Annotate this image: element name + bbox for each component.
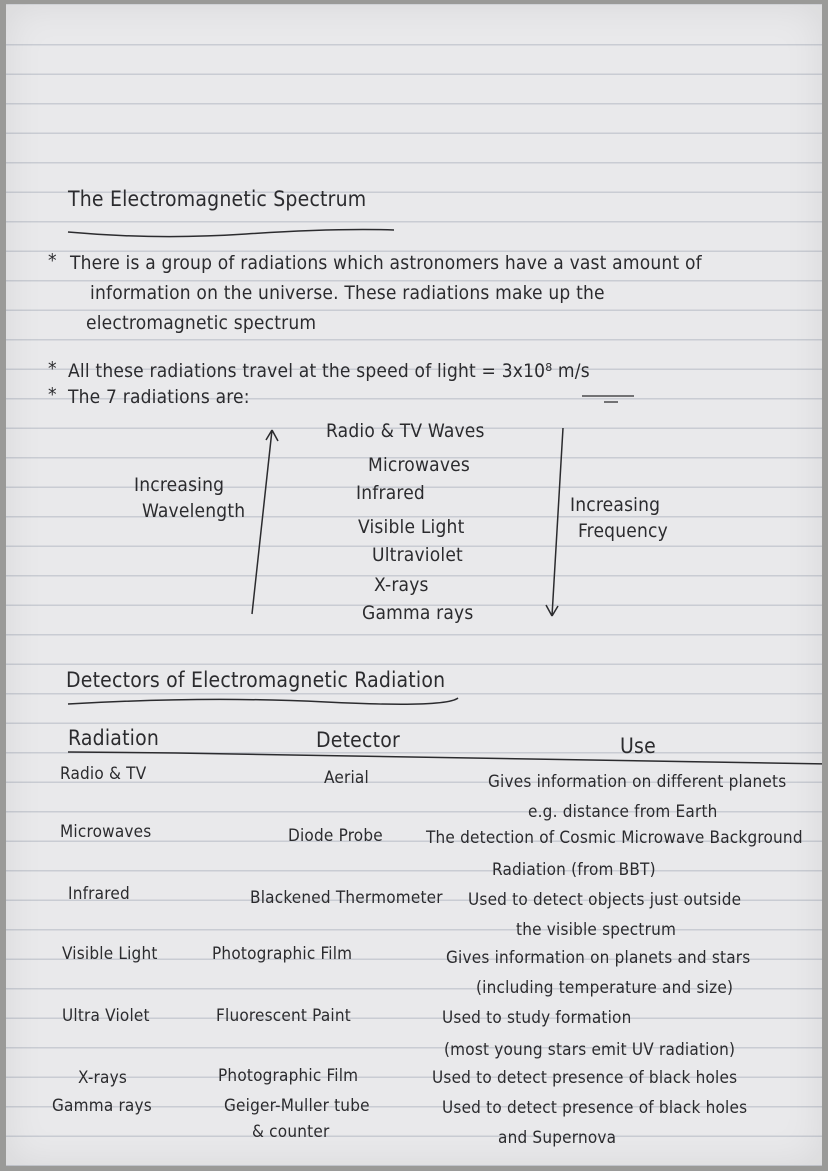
row-use: Used to detect presence of black holes [432, 1068, 738, 1088]
frequency-arrow [546, 428, 563, 616]
row-radiation: X-rays [78, 1068, 128, 1088]
frequency-label-2: Frequency [578, 520, 668, 542]
row-radiation: Radio & TV [60, 764, 147, 784]
bullet-2: All these radiations travel at the speed of light = 3x10⁸ m/s [68, 360, 590, 382]
notebook-page [6, 4, 822, 1166]
bullet-1-line-1: There is a group of radiations which astronomers have a vast amount of [70, 252, 702, 274]
header-radiation: Radiation [68, 726, 160, 750]
wavelength-label-2: Wavelength [142, 500, 246, 522]
title-underline [68, 230, 394, 237]
spectrum-microwaves: Microwaves [368, 454, 470, 476]
row-use: Gives information on different planets [488, 772, 787, 792]
row-detector: Fluorescent Paint [216, 1006, 351, 1026]
bullet-star: * [48, 250, 57, 272]
row-detector: Geiger-Muller tube [224, 1096, 370, 1116]
row-use: Gives information on planets and stars [446, 948, 751, 968]
row-detector: & counter [252, 1122, 330, 1142]
row-radiation: Ultra Violet [62, 1006, 150, 1026]
spectrum-visible: Visible Light [358, 516, 465, 538]
header-detector: Detector [316, 728, 400, 752]
spectrum-gamma: Gamma rays [362, 602, 474, 624]
row-radiation: Infrared [68, 884, 130, 904]
row-use: and Supernova [498, 1128, 617, 1148]
wavelength-label-1: Increasing [134, 474, 225, 496]
header-use: Use [620, 734, 656, 758]
spectrum-ultraviolet: Ultraviolet [372, 544, 463, 566]
row-radiation: Microwaves [60, 822, 152, 842]
wavelength-arrow [252, 430, 278, 614]
row-use: The detection of Cosmic Microwave Background [426, 828, 803, 848]
row-use: (most young stars emit UV radiation) [444, 1040, 736, 1060]
row-detector: Blackened Thermometer [250, 888, 443, 908]
row-radiation: Visible Light [62, 944, 158, 964]
row-use: e.g. distance from Earth [528, 802, 718, 822]
row-detector: Photographic Film [218, 1066, 359, 1086]
row-use: Used to detect presence of black holes [442, 1098, 748, 1118]
row-detector: Photographic Film [212, 944, 353, 964]
table-header-underline [68, 752, 822, 764]
bullet-star: * [48, 358, 57, 380]
spectrum-radio: Radio & TV Waves [326, 420, 485, 442]
row-use: the visible spectrum [516, 920, 677, 940]
bullet-star: * [48, 384, 57, 406]
row-use: Used to detect objects just outside [468, 890, 742, 910]
bullet-1-line-2: information on the universe. These radiations make up the [90, 282, 605, 304]
bullet-1-line-3: electromagnetic spectrum [86, 312, 317, 334]
spectrum-infrared: Infrared [356, 482, 425, 504]
row-detector: Diode Probe [288, 826, 383, 846]
row-use: (including temperature and size) [476, 978, 734, 998]
row-use: Radiation (from BBT) [492, 860, 656, 880]
row-use: Used to study formation [442, 1008, 632, 1028]
bullet-3: The 7 radiations are: [68, 386, 250, 408]
detectors-underline [68, 698, 458, 704]
row-detector: Aerial [324, 768, 369, 788]
detectors-title: Detectors of Electromagnetic Radiation [66, 668, 446, 692]
frequency-label-1: Increasing [570, 494, 661, 516]
page-title: The Electromagnetic Spectrum [68, 187, 367, 211]
spectrum-xrays: X-rays [374, 574, 429, 596]
speed-underline [582, 396, 634, 402]
row-radiation: Gamma rays [52, 1096, 152, 1116]
